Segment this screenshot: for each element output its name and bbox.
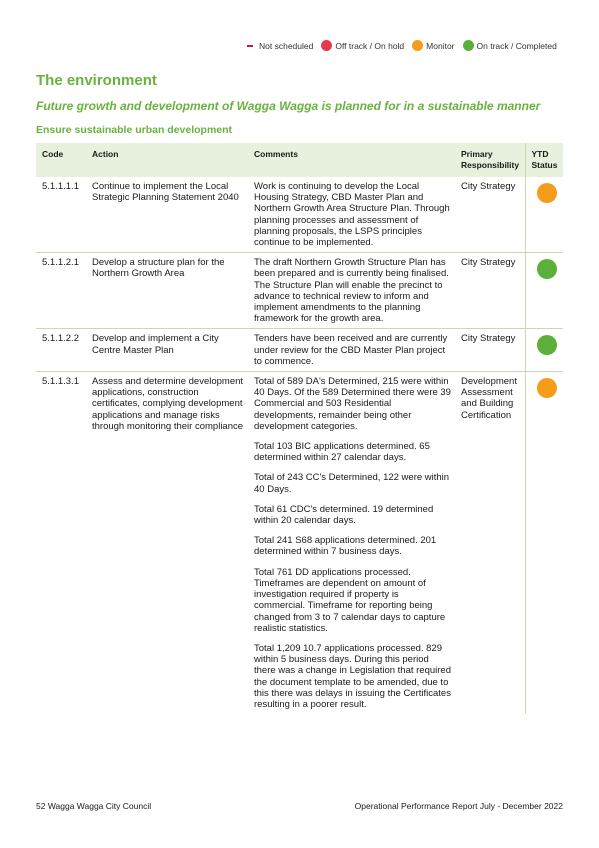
cell-code: 5.1.1.2.1	[42, 257, 79, 269]
table-body	[36, 177, 563, 714]
cell-code: 5.1.1.2.2	[42, 333, 79, 345]
page-title: The environment	[36, 72, 157, 89]
table-row	[36, 253, 563, 329]
legend-not-scheduled	[247, 41, 313, 51]
cell-responsibility: Development Assessment and Building Certification	[461, 376, 517, 421]
orange-dot-icon	[412, 40, 423, 51]
red-dot-icon	[321, 40, 332, 51]
comment-paragraph: Total 103 BIC applications determined. 65 determined within 27 calendar days.	[254, 441, 430, 464]
table-row	[36, 329, 563, 372]
page-subtitle: Future growth and development of Wagga Wagga is planned for in a sustainable manner	[36, 99, 541, 113]
status-dot-icon	[537, 335, 557, 355]
comment-paragraph: Total of 243 CC's Determined, 122 were within 40 Days.	[254, 472, 450, 495]
legend-label: Off track / On hold	[335, 40, 405, 51]
cell-comments	[248, 329, 455, 372]
legend-monitor	[412, 40, 454, 51]
cell-status	[525, 372, 563, 715]
cell-action: Develop and implement a City Centre Master Plan	[92, 333, 219, 356]
table-row	[36, 177, 563, 253]
cell-action: Assess and determine development applications, construction certificates, complying development applications and manage risks through monitoring their compliance	[92, 376, 244, 432]
cell-action: Continue to implement the Local Strategic Planning Statement 2040	[92, 181, 239, 204]
page-footer	[36, 801, 563, 811]
legend-label: Monitor	[426, 40, 455, 51]
header-code: Code	[36, 143, 86, 177]
legend-label: On track / Completed	[476, 40, 557, 51]
cell-status	[525, 329, 563, 372]
comment-paragraph: Tenders have been received and are currently under review for the CBD Master Plan project to commence.	[254, 333, 448, 367]
comment-paragraph: Total 241 S68 applications determined. 201 determined within 7 business days.	[254, 535, 437, 558]
cell-responsibility: City Strategy	[461, 257, 516, 269]
status-dot-icon	[537, 183, 557, 203]
status-legend	[247, 40, 567, 51]
section-heading: Ensure sustainable urban development	[36, 124, 233, 136]
status-dot-icon	[537, 378, 557, 398]
cell-comments	[248, 253, 455, 329]
cell-status	[525, 253, 563, 329]
legend-on-track	[463, 40, 557, 51]
cell-responsibility: City Strategy	[461, 333, 516, 345]
table-header-row	[36, 143, 563, 177]
cell-code: 5.1.1.3.1	[42, 376, 79, 388]
cell-responsibility: City Strategy	[461, 181, 516, 192]
cell-comments	[248, 372, 455, 715]
footer-right: Operational Performance Report July - December 2022	[354, 801, 563, 811]
header-status: YTD Status	[525, 143, 563, 177]
header-action: Action	[86, 143, 248, 177]
legend-label: Not scheduled	[259, 40, 314, 51]
status-dot-icon	[537, 259, 557, 279]
comment-paragraph: Total of 589 DA's Determined, 215 were within 40 Days. Of the 589 Determined there were 39 Commercial and 503 Residential developments, remainder being other development categories.	[254, 376, 451, 432]
cell-code: 5.1.1.1.1	[42, 181, 79, 192]
comment-paragraph: The draft Northern Growth Structure Plan has been prepared and is currently being finalised. The Structure Plan will enable the precinct to advance to technical review to inform and implement amendments to the planning framework for the growth area.	[254, 257, 449, 325]
comment-paragraph: Total 61 CDC's determined. 19 determined within 20 calendar days.	[254, 503, 434, 527]
footer-left: 52 Wagga Wagga City Council	[36, 801, 152, 811]
cell-comments	[248, 177, 455, 253]
comment-paragraph: Total 761 DD applications processed. Timeframes are dependent on amount of investigation required if property is commercial. Timeframe for reporting being changed from 3 to 7 calendar days to capture realistic statistics.	[254, 566, 446, 634]
cell-status	[525, 177, 563, 253]
actions-table	[36, 143, 563, 714]
header-responsibility: Primary Responsibility	[455, 143, 525, 177]
table-row	[36, 372, 563, 715]
cell-action: Develop a structure plan for the Northern Growth Area	[92, 257, 225, 280]
comment-paragraph: Work is continuing to develop the Local Housing Strategy, CBD Master Plan and Northern Growth Area Structure Plan. Through planning processes and assessment of planning proposals, the LSPS principles continue to be implemented.	[254, 181, 450, 249]
header-comments: Comments	[248, 143, 455, 177]
not-scheduled-dash-icon	[247, 45, 253, 47]
comment-paragraph: Total 1,209 10.7 applications processed. 829 within 5 business days. During this period there was a change in Legislation that required the document template to be amended, due to this there was delays in issuing the Certificates resulting in a poorer result.	[254, 642, 451, 710]
legend-off-track	[321, 40, 404, 51]
green-dot-icon	[463, 40, 474, 51]
